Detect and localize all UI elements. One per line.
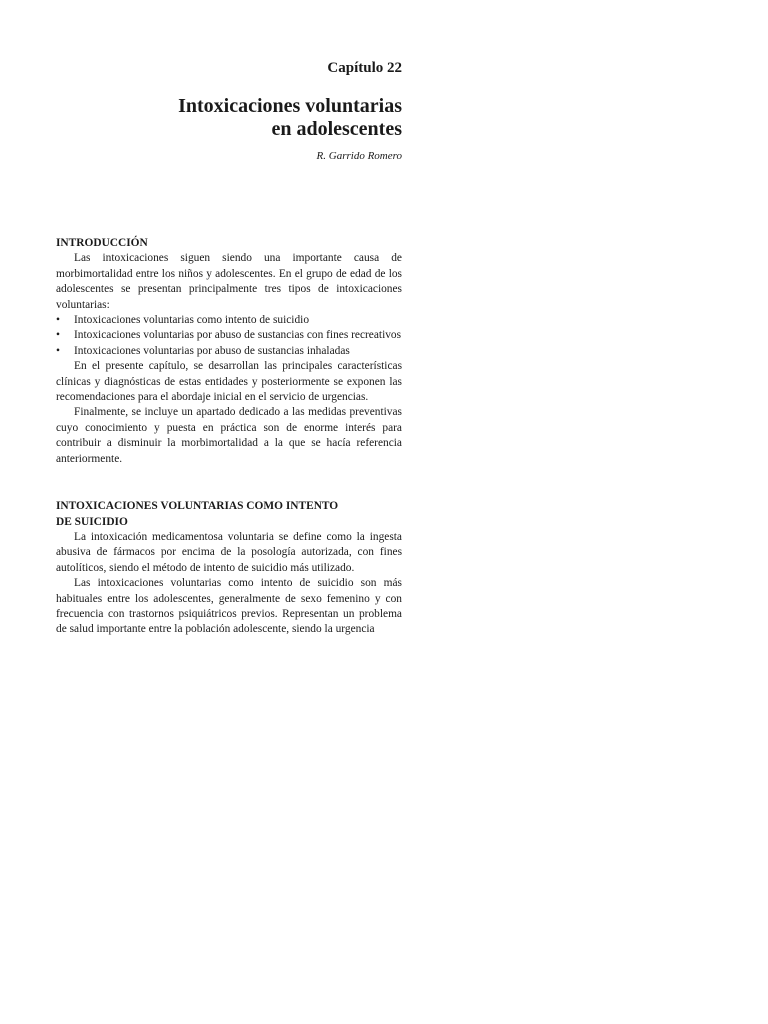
paragraph: Las intoxicaciones voluntarias como intento de suicidio son más habituales entre los adolescentes, generalmente de sexo femenino y con frecuencia con trastornos psiquiátricos previos. Representan un problema de salud importante entre la población adolescente, siendo la urgencia xyxy=(56,577,402,636)
paragraph: Las intoxicaciones siguen siendo una importante causa de morbimortalidad entre los niños y adolescentes. En el grupo de edad de los adolescentes se presentan principalmente tres tipos de intoxicaciones voluntarias: xyxy=(56,252,402,311)
paragraph: En el presente capítulo, se desarrollan las principales características clínicas y diagnósticas de estas entidades y posteriormente se exponen las recomendaciones para el abordaje inicial en el servicio de urgencias. xyxy=(56,360,402,404)
bullet-icon: • xyxy=(56,344,60,357)
list-item-text: Intoxicaciones voluntarias por abuso de sustancias con fines recreativos xyxy=(74,329,402,342)
chapter-label: Capítulo 22 xyxy=(327,60,402,76)
paragraph: La intoxicación medicamentosa voluntaria se define como la ingesta abusiva de fármacos por encima de la posología autorizada, con fines autolíticos, siendo el método de intento de suicidio más utilizado. xyxy=(56,530,402,574)
section-spacer xyxy=(56,467,402,499)
section-heading-suicide-attempt xyxy=(56,499,402,530)
list-item-text: Intoxicaciones voluntarias como intento de suicidio xyxy=(74,314,310,327)
section-heading-line-2: DE SUICIDIO xyxy=(56,515,128,528)
chapter-title-line-2: en adolescentes xyxy=(271,118,402,140)
paragraph: Finalmente, se incluye un apartado dedicado a las medidas preventivas cuyo conocimiento y puesta en práctica son de enorme interés para contribuir a disminuir la morbimortalidad a la que se hacía referencia anteriormente. xyxy=(56,406,402,465)
list-item xyxy=(56,328,402,343)
chapter-title xyxy=(102,95,402,141)
author-name: R. Garrido Romero xyxy=(316,150,402,162)
bullet-list xyxy=(56,313,402,359)
document-page xyxy=(56,0,402,1024)
list-item xyxy=(56,344,402,359)
section-heading-introduction: INTRODUCCIÓN xyxy=(56,237,148,249)
body-text xyxy=(56,236,402,638)
bullet-icon: • xyxy=(56,329,60,342)
chapter-title-line-1: Intoxicaciones voluntarias xyxy=(178,95,402,117)
bullet-icon: • xyxy=(56,314,60,327)
list-item-text: Intoxicaciones voluntarias por abuso de sustancias inhaladas xyxy=(74,344,350,357)
list-item xyxy=(56,313,402,328)
section-heading-line-1: INTOXICACIONES VOLUNTARIAS COMO INTENTO xyxy=(56,500,339,513)
